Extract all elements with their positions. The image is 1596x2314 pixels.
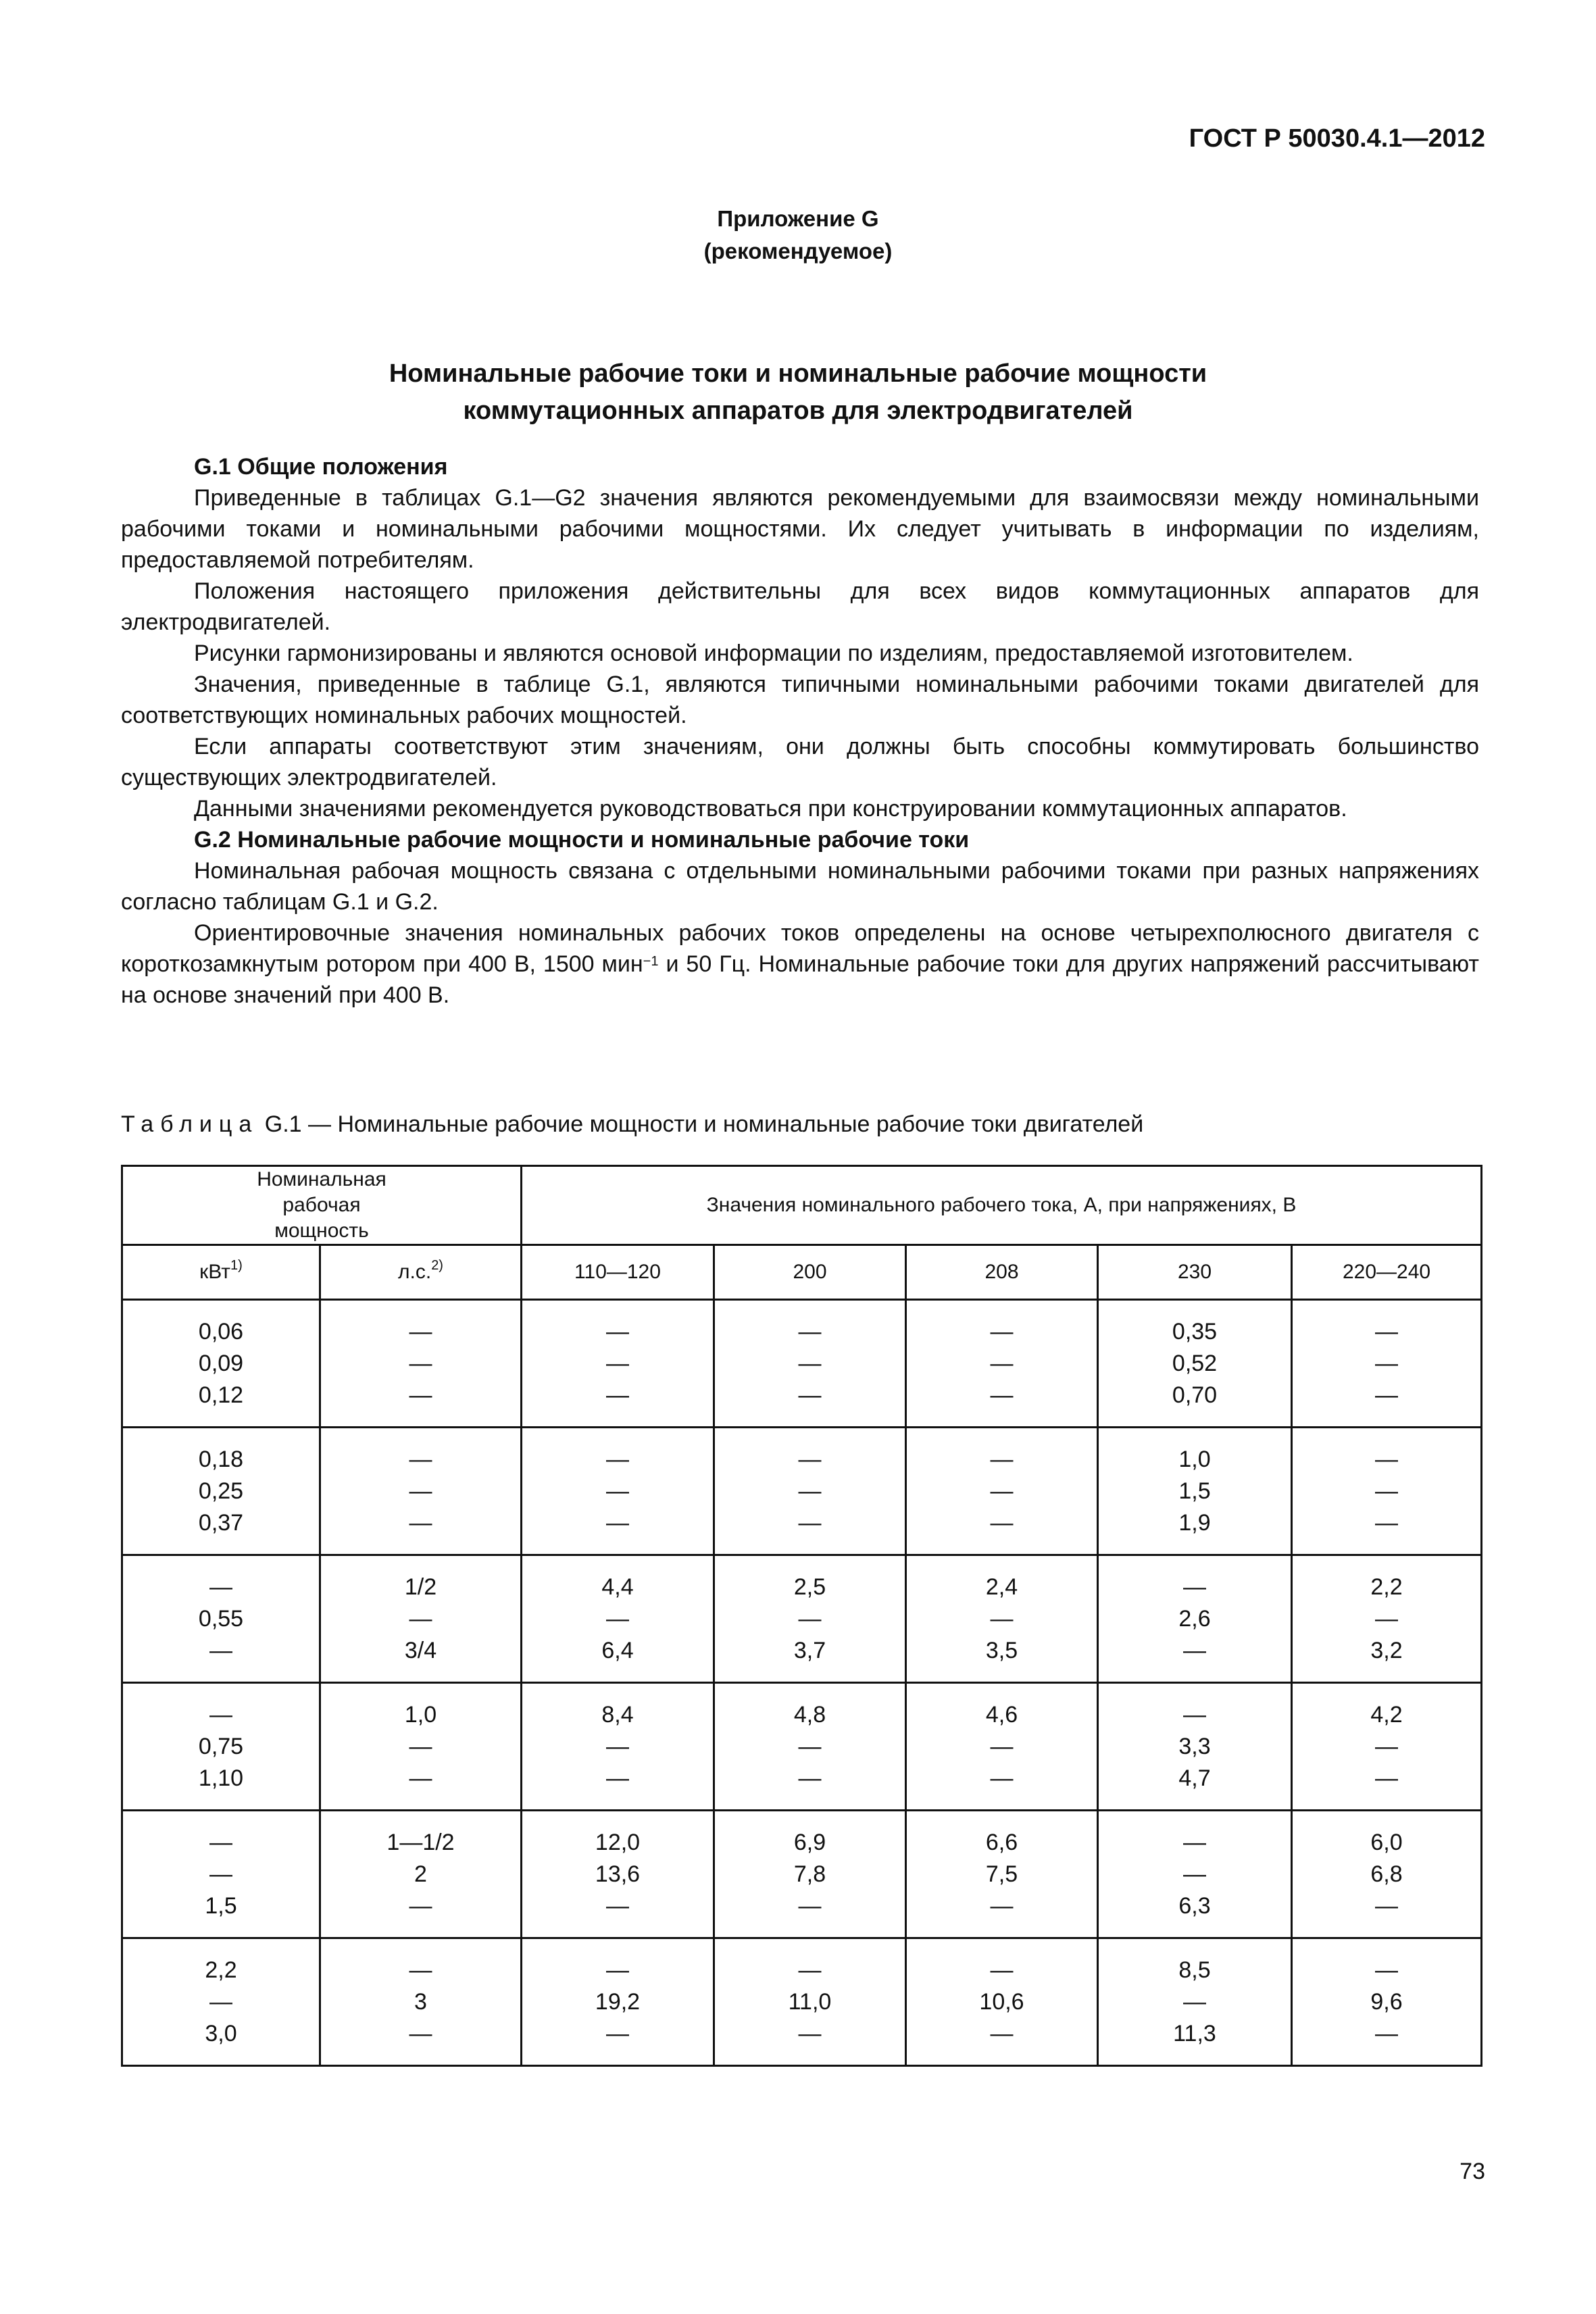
table-cell: — 11,0 — — [714, 1938, 906, 2066]
body-text — [121, 451, 1479, 1011]
header-voltage: 208 — [906, 1245, 1098, 1300]
table-row-group — [122, 1428, 1482, 1555]
header-voltage: 230 — [1098, 1245, 1292, 1300]
paragraph: Рисунки гармонизированы и являются основой информации по изделиям, предоставляемой изготовителем. — [194, 640, 1353, 666]
table-cell: — 19,2 — — [522, 1938, 714, 2066]
table-cell: — 9,6 — — [1292, 1938, 1482, 2066]
table-cell: — — — — [906, 1300, 1098, 1428]
table-cell: 0,18 0,25 0,37 — [122, 1428, 320, 1555]
table-caption-text: G.1 — Номинальные рабочие мощности и номинальные рабочие токи двигателей — [258, 1111, 1144, 1137]
table-cell: 6,6 7,5 — — [906, 1811, 1098, 1938]
table-row-group — [122, 1811, 1482, 1938]
table-cell: 4,4 — 6,4 — [522, 1555, 714, 1683]
table-row-group — [122, 1683, 1482, 1811]
table-cell: 1,0 — — — [320, 1683, 522, 1811]
header-voltage: 200 — [714, 1245, 906, 1300]
table-cell: — — — — [906, 1428, 1098, 1555]
table-cell: 2,2 — 3,2 — [1292, 1555, 1482, 1683]
document-standard-number: ГОСТ Р 50030.4.1—2012 — [1189, 124, 1485, 153]
table-cell: — — — — [1292, 1428, 1482, 1555]
table-cell: — 3,3 4,7 — [1098, 1683, 1292, 1811]
header-rated-power: Номинальная рабочая мощность — [122, 1166, 522, 1245]
paragraph: Положения настоящего приложения действительны для всех видов коммутационных аппаратов для электродвигателей. — [121, 578, 1479, 635]
table-cell: — — — — [714, 1300, 906, 1428]
annex-title: Приложение G — [717, 206, 879, 231]
table-cell: — — — — [522, 1300, 714, 1428]
paragraph: Данными значениями рекомендуется руководствоваться при конструировании коммутационных аппаратов. — [194, 796, 1347, 822]
table-row-group — [122, 1300, 1482, 1428]
table-cell: 1—1/2 2 — — [320, 1811, 522, 1938]
table-cell: — — 6,3 — [1098, 1811, 1292, 1938]
table-cell: 4,6 — — — [906, 1683, 1098, 1811]
table-cell: 2,4 — 3,5 — [906, 1555, 1098, 1683]
paragraph: Значения, приведенные в таблице G.1, являются типичными номинальными рабочими токами двигателей для соответствующих номинальных рабочих мощностей. — [121, 672, 1479, 728]
subsection-heading: G.1 Общие положения — [194, 454, 448, 480]
table-cell: — 2,6 — — [1098, 1555, 1292, 1683]
header-kw: кВт$^{1)}$ — [122, 1245, 320, 1300]
table-cell: — — — — [522, 1428, 714, 1555]
table-cell: 2,5 — 3,7 — [714, 1555, 906, 1683]
table-row-group — [122, 1938, 1482, 2066]
table-cell: 1/2 — 3/4 — [320, 1555, 522, 1683]
section-title — [0, 355, 1596, 430]
table-cell: 0,06 0,09 0,12 — [122, 1300, 320, 1428]
table-cell: 1,0 1,5 1,9 — [1098, 1428, 1292, 1555]
page-number: 73 — [1460, 2159, 1485, 2184]
paragraph: Если аппараты соответствуют этим значениям, они должны быть способны коммутировать большинство существующих электродвигателей. — [121, 734, 1479, 790]
header-rated-current: Значения номинального рабочего тока, А, при напряжениях, В — [522, 1166, 1482, 1245]
table-cell: 12,0 13,6 — — [522, 1811, 714, 1938]
table-cell: — — — — [714, 1428, 906, 1555]
subsection-heading: G.2 Номинальные рабочие мощности и номинальные рабочие токи — [194, 827, 970, 853]
header-voltage: 220—240 — [1292, 1245, 1482, 1300]
table-cell: 2,2 — 3,0 — [122, 1938, 320, 2066]
table-cell: 6,9 7,8 — — [714, 1811, 906, 1938]
table-cell: — — — — [320, 1300, 522, 1428]
table-caption-prefix: Таблица — [121, 1111, 259, 1137]
table-cell: 4,2 — — — [1292, 1683, 1482, 1811]
table-cell: — 3 — — [320, 1938, 522, 2066]
annex-status: (рекомендуемое) — [703, 238, 893, 263]
table-row-group — [122, 1555, 1482, 1683]
ratings-table — [121, 1165, 1482, 2067]
annex-heading — [0, 203, 1596, 268]
section-title-line-1: Номинальные рабочие токи и номинальные рабочие мощности — [389, 359, 1207, 388]
table-cell: — — — — [1292, 1300, 1482, 1428]
table-cell: 4,8 — — — [714, 1683, 906, 1811]
paragraph: Номинальная рабочая мощность связана с отдельными номинальными рабочими токами при разных напряжениях согласно таблицам G.1 и G.2. — [121, 858, 1479, 915]
table-cell: — — — — [320, 1428, 522, 1555]
table-cell: 8,5 — 11,3 — [1098, 1938, 1292, 2066]
header-voltage: 110—120 — [522, 1245, 714, 1300]
table-cell: 6,0 6,8 — — [1292, 1811, 1482, 1938]
table-caption — [121, 1111, 1143, 1138]
table-cell: — 0,75 1,10 — [122, 1683, 320, 1811]
table-cell: 0,35 0,52 0,70 — [1098, 1300, 1292, 1428]
table-cell: — 10,6 — — [906, 1938, 1098, 2066]
table-cell: 8,4 — — — [522, 1683, 714, 1811]
paragraph: Ориентировочные значения номинальных рабочих токов определены на основе четырехполюсного двигателя с короткозамкнутым ротором при 400 В, 1500 мин$^{-1}$ и 50 Гц. Номинальные рабочие токи для других напряжений рассчитывают на основе значений при 400 В. — [121, 920, 1479, 1008]
header-hp: л.с.$^{2)}$ — [320, 1245, 522, 1300]
section-title-line-2: коммутационных аппаратов для электродвигателей — [463, 397, 1133, 425]
paragraph: Приведенные в таблицах G.1—G2 значения являются рекомендуемыми для взаимосвязи между номинальными рабочими токами и номинальными рабочими мощностями. Их следует учитывать в информации по изделиям, предоставляемой потребителям. — [121, 485, 1479, 573]
table-cell: — — 1,5 — [122, 1811, 320, 1938]
table-cell: — 0,55 — — [122, 1555, 320, 1683]
